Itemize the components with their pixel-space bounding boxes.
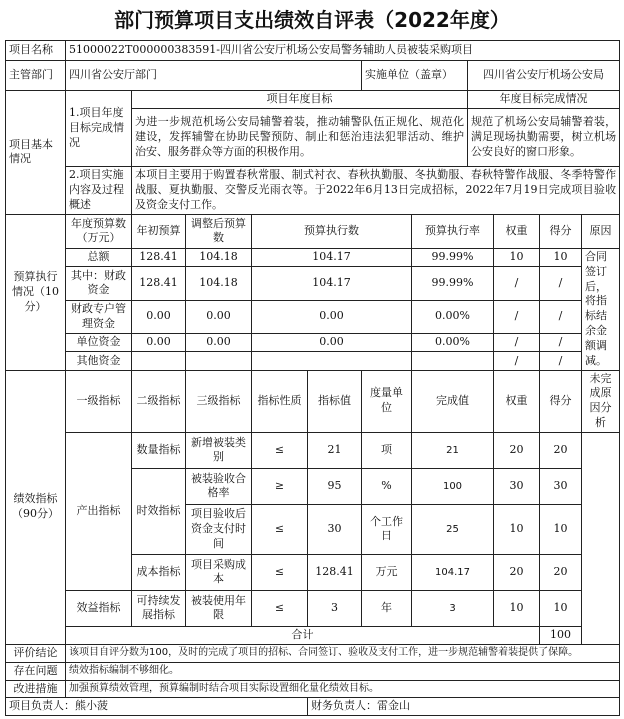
budget-score: / xyxy=(540,352,582,370)
budget-score: 10 xyxy=(540,248,582,266)
budget-row-special xyxy=(6,300,620,333)
perf-unit: 年 xyxy=(362,590,412,626)
budget-row-other xyxy=(6,352,620,370)
project-leader: 项目负责人：熊小菠 xyxy=(6,698,308,716)
budget-executed: 0.00 xyxy=(252,300,412,333)
budget-header-executed: 预算执行数 xyxy=(252,214,412,248)
conclusion-label: 评价结论 xyxy=(6,644,66,662)
done-text: 规范了机场公安局辅警着装，满足现场执勤需要，树立机场公安良好的窗口形象。 xyxy=(468,108,620,166)
budget-score: / xyxy=(540,300,582,333)
perf-done: 25 xyxy=(412,504,494,554)
budget-row-total xyxy=(6,248,620,266)
budget-rate: 0.00% xyxy=(412,334,494,352)
impl-unit-label: 实施单位（盖章） xyxy=(362,61,468,91)
budget-score: / xyxy=(540,267,582,300)
perf-score: 20 xyxy=(540,554,582,590)
total-label: 合计 xyxy=(66,626,540,644)
budget-header-row xyxy=(6,214,620,248)
budget-initial xyxy=(132,352,186,370)
perf-nature: ≤ xyxy=(252,554,308,590)
issues-label: 存在问题 xyxy=(6,662,66,680)
perf-value: 3 xyxy=(308,590,362,626)
budget-header-annual: 年度预算数（万元） xyxy=(66,214,132,248)
budget-weight: / xyxy=(494,300,540,333)
perf-nature: ≤ xyxy=(252,504,308,554)
budget-row-name: 总额 xyxy=(66,248,132,266)
issues-row xyxy=(6,662,620,680)
perf-done: 3 xyxy=(412,590,494,626)
budget-initial: 128.41 xyxy=(132,248,186,266)
budget-executed: 0.00 xyxy=(252,334,412,352)
goal-header: 项目年度目标 xyxy=(132,91,468,109)
evaluation-table xyxy=(5,40,620,716)
budget-header-initial: 年初预算 xyxy=(132,214,186,248)
perf-header-row xyxy=(6,370,620,432)
perf-weight: 10 xyxy=(494,504,540,554)
perf-value: 95 xyxy=(308,468,362,504)
impl-content-text: 本项目主要用于购置春秋常服、制式衬衣、春秋执勤服、冬执勤服、春秋特警作战服、冬季特警作战服、夏执勤服、交警反光雨衣等。于2022年6月13日完成招标，2022年7月19日完成项目验收及资金支付工作。 xyxy=(132,166,620,214)
perf-unit: 项 xyxy=(362,432,412,468)
dept-label: 主管部门 xyxy=(6,61,66,91)
impl-content-label: 2.项目实施内容及过程概述 xyxy=(66,166,132,214)
page-title: 部门预算项目支出绩效自评表（2022年度） xyxy=(114,8,510,32)
perf-header-weight: 权重 xyxy=(494,370,540,432)
budget-reason: 合同签订后，将指标结余金额调减。 xyxy=(582,248,620,370)
signature-row xyxy=(6,698,620,716)
budget-executed: 104.17 xyxy=(252,248,412,266)
budget-rate: 99.99% xyxy=(412,248,494,266)
total-score: 100 xyxy=(540,626,582,644)
dept-row xyxy=(6,61,620,91)
perf-value: 128.41 xyxy=(308,554,362,590)
budget-weight: / xyxy=(494,334,540,352)
perf-reason xyxy=(582,432,620,644)
budget-adjusted: 0.00 xyxy=(186,300,252,333)
project-name-value: 51000022T000000383591-四川省公安厅机场公安局警务辅助人员被装采购项目 xyxy=(66,41,620,61)
conclusion-row xyxy=(6,644,620,662)
impl-unit-value: 四川省公安厅机场公安局 xyxy=(468,61,620,91)
perf-score: 10 xyxy=(540,504,582,554)
conclusion-text: 该项目自评分数为100，及时的完成了项目的招标、合同签订、验收及支付工作，进一步规范辅警着装提供了保障。 xyxy=(66,644,620,662)
perf-score: 30 xyxy=(540,468,582,504)
budget-adjusted: 0.00 xyxy=(186,334,252,352)
perf-header-value: 指标值 xyxy=(308,370,362,432)
perf-weight: 20 xyxy=(494,432,540,468)
budget-rate: 99.99% xyxy=(412,267,494,300)
budget-adjusted: 104.18 xyxy=(186,248,252,266)
perf-level2: 数量指标 xyxy=(132,432,186,468)
budget-executed: 104.17 xyxy=(252,267,412,300)
perf-weight: 20 xyxy=(494,554,540,590)
budget-header-rate: 预算执行率 xyxy=(412,214,494,248)
budget-label: 预算执行情况（10分） xyxy=(6,214,66,370)
perf-done: 100 xyxy=(412,468,494,504)
budget-row-fiscal xyxy=(6,267,620,300)
budget-header-adjusted: 调整后预算数 xyxy=(186,214,252,248)
goal-header-row xyxy=(6,91,620,109)
perf-header-reason: 未完成原因分析 xyxy=(582,370,620,432)
budget-executed xyxy=(252,352,412,370)
impl-row xyxy=(6,166,620,206)
budget-header-weight: 权重 xyxy=(494,214,540,248)
perf-done: 104.17 xyxy=(412,554,494,590)
budget-header-score: 得分 xyxy=(540,214,582,248)
perf-level3: 被装验收合格率 xyxy=(186,468,252,504)
measures-label: 改进措施 xyxy=(6,680,66,698)
perf-output-label: 产出指标 xyxy=(66,432,132,590)
budget-row-name: 其他资金 xyxy=(66,352,132,370)
perf-header-level2: 二级指标 xyxy=(132,370,186,432)
perf-header-level3: 三级指标 xyxy=(186,370,252,432)
budget-initial: 128.41 xyxy=(132,267,186,300)
perf-nature: ≤ xyxy=(252,432,308,468)
issues-text: 绩效指标编制不够细化。 xyxy=(66,662,620,680)
perf-header-level1: 一级指标 xyxy=(66,370,132,432)
perf-label: 绩效指标（90分） xyxy=(6,370,66,644)
budget-weight: / xyxy=(494,267,540,300)
perf-value: 30 xyxy=(308,504,362,554)
perf-header-score: 得分 xyxy=(540,370,582,432)
perf-weight: 30 xyxy=(494,468,540,504)
measures-text: 加强预算绩效管理，预算编制时结合项目实际设置细化量化绩效目标。 xyxy=(66,680,620,698)
perf-level3: 新增被装类别 xyxy=(186,432,252,468)
perf-nature: ≥ xyxy=(252,468,308,504)
budget-row-name: 其中：财政资金 xyxy=(66,267,132,300)
total-row xyxy=(6,626,620,644)
basic-label: 项目基本情况 xyxy=(6,91,66,215)
finance-leader: 财务负责人：雷金山 xyxy=(308,698,620,716)
budget-weight: / xyxy=(494,352,540,370)
perf-unit: 个工作日 xyxy=(362,504,412,554)
perf-weight: 10 xyxy=(494,590,540,626)
budget-adjusted: 104.18 xyxy=(186,267,252,300)
perf-header-unit: 度量单位 xyxy=(362,370,412,432)
budget-initial: 0.00 xyxy=(132,334,186,352)
perf-score: 20 xyxy=(540,432,582,468)
dept-value: 四川省公安厅部门 xyxy=(66,61,362,91)
perf-done: 21 xyxy=(412,432,494,468)
perf-level3: 被装使用年限 xyxy=(186,590,252,626)
perf-row xyxy=(6,590,620,626)
perf-value: 21 xyxy=(308,432,362,468)
perf-level2: 可持续发展指标 xyxy=(132,590,186,626)
perf-level2: 成本指标 xyxy=(132,554,186,590)
done-header: 年度目标完成情况 xyxy=(468,91,620,109)
perf-level2: 时效指标 xyxy=(132,468,186,554)
budget-score: / xyxy=(540,334,582,352)
budget-row-name: 单位资金 xyxy=(66,334,132,352)
perf-nature: ≤ xyxy=(252,590,308,626)
perf-header-nature: 指标性质 xyxy=(252,370,308,432)
project-name-label: 项目名称 xyxy=(6,41,66,61)
perf-header-done: 完成值 xyxy=(412,370,494,432)
goal-text: 为进一步规范机场公安局辅警着装，推动辅警队伍正规化、规范化建设，发挥辅警在协助民警预防、制止和惩治违法犯罪活动、维护治安、服务群众等方面的积极作用。 xyxy=(132,108,468,166)
budget-rate xyxy=(412,352,494,370)
budget-rate: 0.00% xyxy=(412,300,494,333)
budget-header-reason: 原因 xyxy=(582,214,620,248)
perf-unit: 万元 xyxy=(362,554,412,590)
budget-row-name: 财政专户管理资金 xyxy=(66,300,132,333)
perf-score: 10 xyxy=(540,590,582,626)
budget-initial: 0.00 xyxy=(132,300,186,333)
project-name-row xyxy=(6,41,620,61)
perf-level3: 项目验收后资金支付时间 xyxy=(186,504,252,554)
perf-level3: 项目采购成本 xyxy=(186,554,252,590)
perf-benefit-label: 效益指标 xyxy=(66,590,132,626)
perf-unit: % xyxy=(362,468,412,504)
perf-row xyxy=(6,432,620,468)
budget-adjusted xyxy=(186,352,252,370)
goal-label: 1.项目年度目标完成情况 xyxy=(66,91,132,167)
budget-row-unit xyxy=(6,334,620,352)
measures-row xyxy=(6,680,620,698)
budget-weight: 10 xyxy=(494,248,540,266)
